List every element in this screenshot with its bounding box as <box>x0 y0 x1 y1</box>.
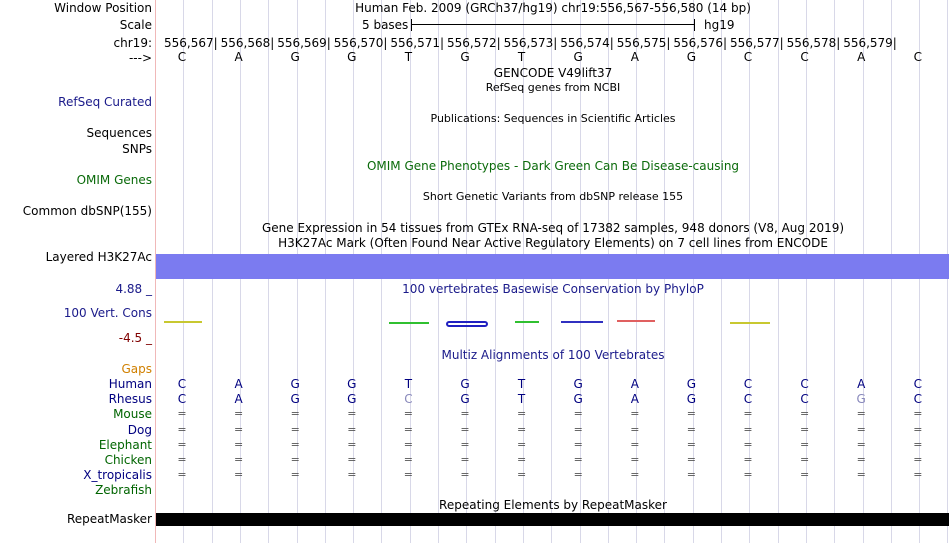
chrom-label: chr19: <box>113 36 152 50</box>
species-label-zebrafish[interactable]: Zebrafish <box>95 483 152 498</box>
alignment-base: G <box>460 377 470 391</box>
alignment-base: = <box>743 453 753 466</box>
rmsk-signal[interactable] <box>156 513 949 526</box>
alignment-base: A <box>234 392 243 407</box>
alignment-base: = <box>799 437 810 451</box>
alignment-base: = <box>573 468 583 482</box>
alignment-base: = <box>913 437 923 451</box>
refseq-label[interactable]: RefSeq Curated <box>58 95 152 109</box>
alignment-base: = <box>630 437 640 451</box>
sequence-base: G <box>686 50 697 64</box>
window-position-text: Human Feb. 2009 (GRCh37/hg19) chr19:556,567-556,580 (14 bp) <box>355 1 751 15</box>
alignment-base: = <box>913 453 923 466</box>
alignment-base: = <box>913 468 923 482</box>
rmsk-title: Repeating Elements by RepeatMasker <box>439 498 667 512</box>
ruler-position: 556,575| <box>616 36 671 50</box>
alignment-base: G <box>686 392 697 407</box>
alignment-base: C <box>177 377 187 391</box>
species-label-human[interactable]: Human <box>108 377 152 391</box>
alignment-base: = <box>403 407 413 421</box>
alignment-base: = <box>743 422 753 436</box>
alignment-base: = <box>630 407 640 421</box>
sequences-label[interactable]: Sequences <box>86 126 152 140</box>
cons-mark <box>730 322 770 324</box>
snps-label[interactable]: SNPs <box>122 142 152 156</box>
scale-text: 5 bases <box>362 18 409 32</box>
cons-mark <box>164 321 202 323</box>
ruler-position: 556,570| <box>333 36 388 50</box>
sequence-base: T <box>404 50 413 64</box>
alignment-base: = <box>799 453 810 466</box>
alignment-base: T <box>517 392 526 407</box>
alignment-base: = <box>460 468 470 482</box>
alignment-base: T <box>404 377 413 391</box>
alignment-base: = <box>743 468 753 482</box>
species-label-mouse[interactable]: Mouse <box>113 407 152 422</box>
ruler-position: 556,573| <box>503 36 558 50</box>
gencode-title[interactable]: GENCODE V49lift37 <box>493 66 613 80</box>
multiz-title: Multiz Alignments of 100 Vertebrates <box>441 348 665 362</box>
scale-bar-right-tick <box>694 19 695 31</box>
ruler-position: 556,577| <box>730 36 784 50</box>
alignment-base: C <box>913 392 922 407</box>
ruler-position: 556,569| <box>277 36 331 50</box>
phylop-max: 4.88 _ <box>115 282 152 296</box>
alignment-base: = <box>290 407 300 421</box>
alignment-base: = <box>856 468 866 482</box>
gtex-title: Gene Expression in 54 tissues from GTEx RNA-seq of 17382 samples, 948 donors (V8, Aug 2019) <box>261 221 845 235</box>
alignment-base: G <box>290 392 300 407</box>
alignment-base: C <box>404 392 413 407</box>
alignment-base: = <box>799 422 810 436</box>
ruler-position: 556,571| <box>390 36 445 50</box>
scale-label: Scale <box>119 18 152 32</box>
alignment-base: = <box>856 407 866 421</box>
alignment-base: = <box>233 407 244 421</box>
alignment-base: = <box>460 407 470 421</box>
omim-label[interactable]: OMIM Genes <box>76 173 152 187</box>
alignment-base: = <box>347 407 357 421</box>
species-label-chicken[interactable]: Chicken <box>104 453 152 467</box>
alignment-base: = <box>799 468 810 482</box>
alignment-base: = <box>290 453 300 466</box>
alignment-base: = <box>743 437 753 451</box>
alignment-base: = <box>686 422 696 436</box>
alignment-base: A <box>857 377 866 391</box>
gaps-label[interactable]: Gaps <box>121 362 152 376</box>
dbsnp-title: Short Genetic Variants from dbSNP release 155 <box>422 190 684 203</box>
alignment-base: A <box>630 392 639 407</box>
alignment-base: G <box>460 392 470 407</box>
sequence-base: C <box>913 50 922 64</box>
dbsnp-label[interactable]: Common dbSNP(155) <box>22 204 152 218</box>
alignment-base: = <box>516 437 527 451</box>
alignment-base: = <box>403 437 413 451</box>
alignment-base: = <box>686 453 696 466</box>
alignment-base: = <box>573 453 583 466</box>
alignment-base: G <box>686 377 697 391</box>
sequence-base: C <box>177 50 187 64</box>
rmsk-label[interactable]: RepeatMasker <box>66 512 152 526</box>
alignment-base: = <box>177 422 187 436</box>
ruler-position: 556,579| <box>843 36 897 50</box>
alignment-base: = <box>177 437 187 451</box>
alignment-base: G <box>347 392 357 407</box>
alignment-base: T <box>517 377 526 391</box>
species-label-x_tropicalis[interactable]: X_tropicalis <box>83 468 152 483</box>
alignment-base: = <box>686 407 696 421</box>
cons-mark <box>617 320 655 322</box>
alignment-base: = <box>403 453 413 466</box>
alignment-base: = <box>233 422 244 436</box>
scale-bar-left-tick <box>411 19 412 31</box>
ruler-position: 556,567| <box>164 36 218 50</box>
alignment-base: C <box>743 377 753 391</box>
ruler-position: 556,572| <box>447 36 501 50</box>
alignment-base: = <box>516 453 527 466</box>
alignment-base: C <box>913 377 922 391</box>
ruler-position: 556,576| <box>673 36 728 50</box>
sequence-base: G <box>290 50 300 64</box>
alignment-base: = <box>233 453 244 466</box>
cons-mark <box>515 321 539 323</box>
phylop-label[interactable]: 100 Vert. Cons <box>63 306 152 320</box>
strand-label: ---> <box>128 51 152 65</box>
alignment-base: = <box>573 437 583 451</box>
ruler-position: 556,578| <box>786 36 841 50</box>
sequence-base: G <box>460 50 470 64</box>
sequence-base: A <box>630 50 639 64</box>
alignment-base: = <box>630 468 640 482</box>
alignment-base: A <box>234 377 243 391</box>
alignment-base: = <box>290 422 300 436</box>
alignment-base: C <box>743 392 753 407</box>
phylop-title: 100 vertebrates Basewise Conservation by PhyloP <box>402 282 704 296</box>
alignment-base: = <box>347 437 357 451</box>
h3k27-title: H3K27Ac Mark (Often Found Near Active Regulatory Elements) on 7 cell lines from ENCODE <box>278 236 828 250</box>
alignment-base: G <box>573 392 583 407</box>
alignment-base: = <box>856 453 866 466</box>
alignment-base: = <box>516 468 527 482</box>
alignment-base: = <box>460 437 470 451</box>
alignment-base: = <box>347 468 357 482</box>
sequence-base: C <box>800 50 809 64</box>
scale-bar <box>412 24 695 25</box>
alignment-base: = <box>177 468 187 482</box>
alignment-base: = <box>233 468 244 482</box>
alignment-base: = <box>460 453 470 466</box>
species-label-dog[interactable]: Dog <box>127 422 152 437</box>
alignment-base: = <box>403 468 413 482</box>
alignment-base: = <box>403 422 413 436</box>
h3k27-signal[interactable] <box>156 254 949 279</box>
alignment-base: = <box>686 468 696 482</box>
sequence-base: A <box>857 50 866 64</box>
alignment-base: = <box>347 422 357 436</box>
species-label-elephant[interactable]: Elephant <box>98 437 152 452</box>
ruler-position: 556,568| <box>220 36 275 50</box>
alignment-base: = <box>913 422 923 436</box>
alignment-base: C <box>800 392 809 407</box>
alignment-base: = <box>743 407 753 421</box>
alignment-base: A <box>630 377 639 391</box>
alignment-base: = <box>630 453 640 466</box>
sequence-base: T <box>517 50 526 64</box>
cons-mark <box>446 321 488 327</box>
sequence-base: G <box>347 50 357 64</box>
alignment-base: = <box>573 407 583 421</box>
alignment-base: = <box>856 422 866 436</box>
alignment-base: = <box>177 407 187 421</box>
sequence-base: A <box>234 50 243 64</box>
cons-mark <box>561 321 603 323</box>
refseq-subtitle: RefSeq genes from NCBI <box>485 81 621 94</box>
alignment-base: G <box>856 392 866 407</box>
alignment-base: = <box>177 453 187 466</box>
alignment-base: = <box>290 437 300 451</box>
assembly-label: hg19 <box>704 18 735 32</box>
sequence-base: G <box>573 50 583 64</box>
alignment-base: C <box>800 377 809 391</box>
pubs-title: Publications: Sequences in Scientific Articles <box>430 112 676 125</box>
h3k27-label[interactable]: Layered H3K27Ac <box>45 250 152 264</box>
phylop-min: -4.5 _ <box>118 331 152 345</box>
alignment-base: = <box>856 437 866 451</box>
alignment-base: G <box>347 377 357 391</box>
species-label-rhesus[interactable]: Rhesus <box>108 392 152 407</box>
sequence-base: C <box>743 50 753 64</box>
window-position-label: Window Position <box>54 1 152 15</box>
alignment-base: = <box>799 407 810 421</box>
alignment-base: = <box>630 422 640 436</box>
alignment-base: = <box>233 437 244 451</box>
alignment-base: C <box>177 392 187 407</box>
alignment-base: = <box>686 437 696 451</box>
alignment-base: G <box>290 377 300 391</box>
alignment-base: = <box>290 468 300 482</box>
alignment-base: = <box>573 422 583 436</box>
alignment-base: = <box>913 407 923 421</box>
alignment-base: = <box>347 453 357 466</box>
ruler-position: 556,574| <box>560 36 614 50</box>
alignment-base: = <box>516 422 527 436</box>
alignment-base: = <box>516 407 527 421</box>
alignment-base: G <box>573 377 583 391</box>
cons-mark <box>389 322 429 324</box>
omim-title: OMIM Gene Phenotypes - Dark Green Can Be Disease-causing <box>366 159 740 173</box>
alignment-base: = <box>460 422 470 436</box>
